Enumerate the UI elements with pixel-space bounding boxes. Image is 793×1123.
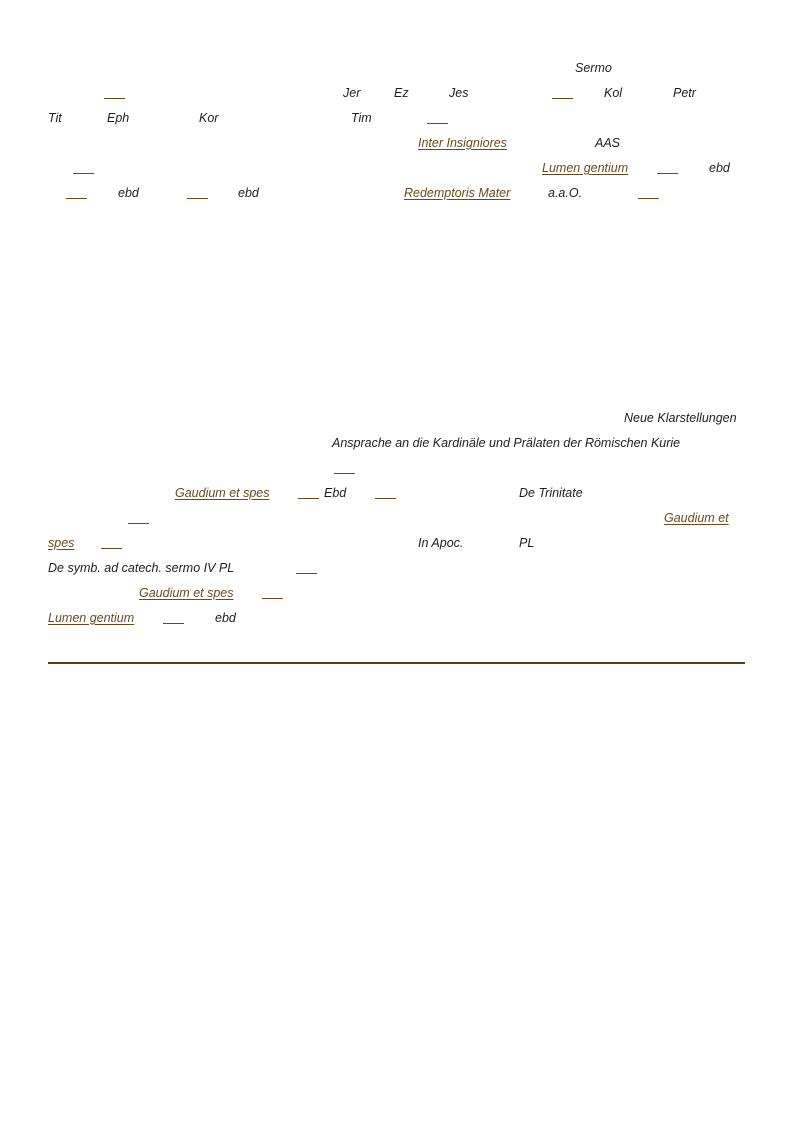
text-kol: Kol	[604, 86, 623, 100]
link-lumen-gentium[interactable]: Lumen gentium	[542, 161, 629, 175]
footnote-link[interactable]	[66, 198, 87, 199]
footnote-link[interactable]	[298, 498, 319, 499]
footnote-link[interactable]	[163, 623, 184, 624]
link-gaudium-et-spes[interactable]: spes	[48, 536, 75, 550]
text-ez: Ez	[394, 86, 409, 100]
footnote-link[interactable]	[375, 498, 396, 499]
link-lumen-gentium[interactable]: Lumen gentium	[48, 611, 135, 625]
text-pl: PL	[519, 536, 535, 550]
footnote-link[interactable]	[262, 598, 283, 599]
text-neue-klarstellungen: Neue Klarstellungen	[624, 411, 737, 425]
text-in-apoc: In Apoc.	[418, 536, 464, 550]
text-ebd: ebd	[709, 161, 730, 175]
text-de-trinitate: De Trinitate	[519, 486, 583, 500]
text-eph: Eph	[107, 111, 130, 125]
text-ansprache: Ansprache an die Kardinäle und Prälaten der Römischen Kurie	[332, 436, 681, 450]
text-ebd: Ebd	[324, 486, 347, 500]
link-redemptoris-mater[interactable]: Redemptoris Mater	[404, 186, 511, 200]
text-ebd: ebd	[215, 611, 236, 625]
footnote-link[interactable]	[73, 173, 94, 174]
text-ebd: ebd	[238, 186, 259, 200]
link-inter-insigniores[interactable]: Inter Insigniores	[418, 136, 507, 150]
footnote-link[interactable]	[128, 523, 149, 524]
text-ebd: ebd	[118, 186, 139, 200]
footnote-link[interactable]	[427, 123, 448, 124]
text-kor: Kor	[199, 111, 219, 125]
footnote-link[interactable]	[638, 198, 659, 199]
footnote-link[interactable]	[552, 98, 573, 99]
text-aas: AAS	[595, 136, 621, 150]
text-aao: a.a.O.	[548, 186, 583, 200]
text-petr: Petr	[673, 86, 696, 100]
text-jer: Jer	[343, 86, 361, 100]
footnote-link[interactable]	[296, 573, 317, 574]
footnote-link[interactable]	[187, 198, 208, 199]
link-gaudium-et-spes[interactable]: Gaudium et spes	[139, 586, 234, 600]
footnote-link[interactable]	[334, 473, 355, 474]
footnote-link[interactable]	[104, 98, 125, 99]
footnote-link[interactable]	[657, 173, 678, 174]
link-gaudium-et-spes[interactable]: Gaudium et	[664, 511, 729, 525]
text-de-symb: De symb. ad catech. sermo IV PL	[48, 561, 235, 575]
text-sermo: Sermo	[575, 61, 612, 75]
horizontal-rule	[48, 662, 745, 664]
link-gaudium-et-spes[interactable]: Gaudium et spes	[175, 486, 270, 500]
footnote-link[interactable]	[101, 548, 122, 549]
text-tim: Tim	[351, 111, 372, 125]
text-tit: Tit	[48, 111, 62, 125]
text-jes: Jes	[449, 86, 469, 100]
